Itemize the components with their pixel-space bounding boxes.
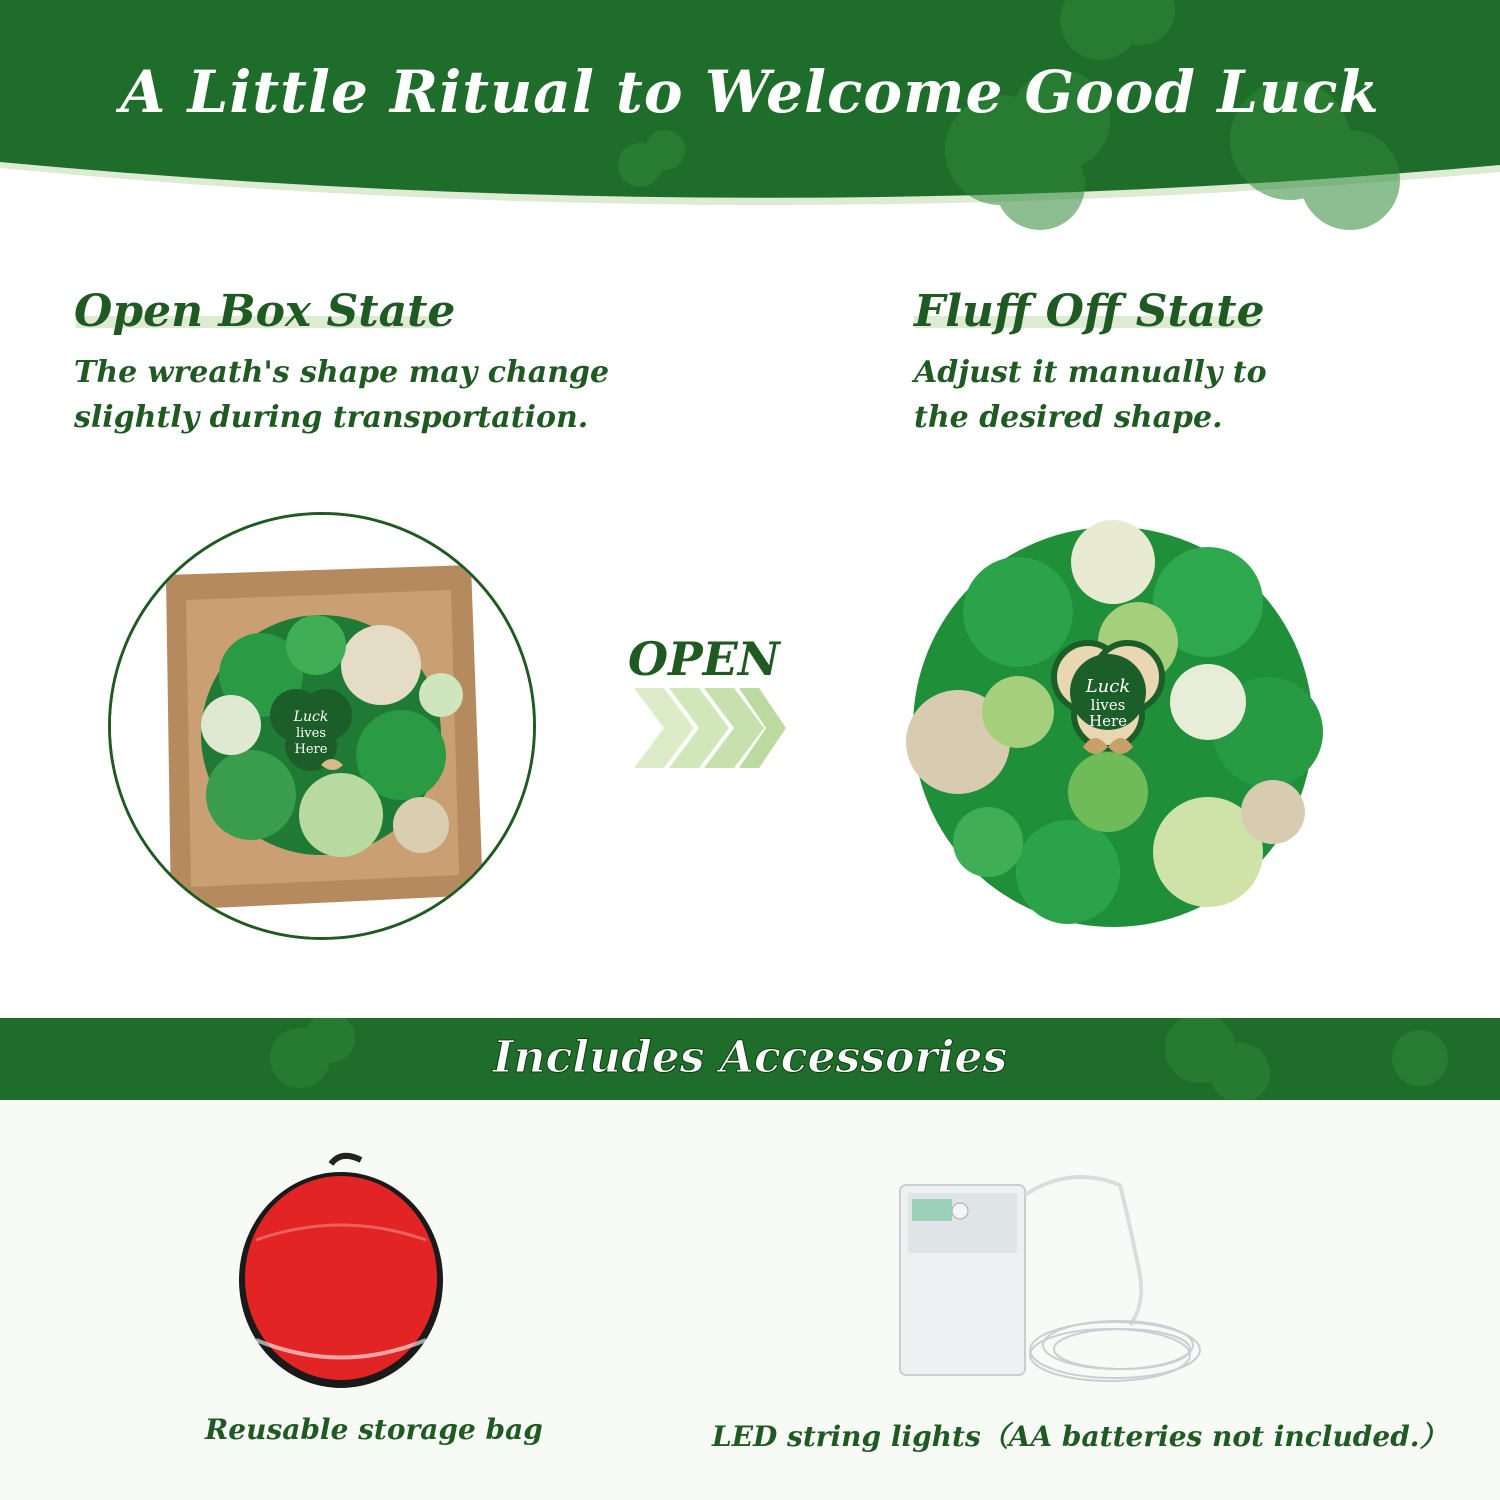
open-box-photo xyxy=(108,512,536,940)
led-lights-illustration xyxy=(890,1165,1220,1395)
open-box-desc-line2: slightly during transportation. xyxy=(74,400,589,435)
box-sign-line3: Here xyxy=(294,742,328,757)
fluff-off-desc-line2: the desired shape. xyxy=(914,400,1223,435)
box-sign-line2: lives xyxy=(295,726,327,741)
main-title: A Little Ritual to Welcome Good Luck xyxy=(120,58,1380,126)
chevron-arrow-icon xyxy=(634,688,794,768)
wreath-sign-line3: Here xyxy=(1088,712,1128,730)
open-box-desc-line1: The wreath's shape may change xyxy=(74,355,610,390)
open-box-title: Open Box State xyxy=(74,286,456,337)
accessories-banner xyxy=(0,1018,1500,1100)
storage-bag-illustration xyxy=(236,1150,446,1390)
top-banner xyxy=(0,0,1500,230)
wreath-sign-line2: lives xyxy=(1090,696,1126,714)
wreath-in-box-illustration xyxy=(111,515,533,937)
fluffed-wreath-illustration xyxy=(878,492,1348,962)
open-label: OPEN xyxy=(628,632,780,686)
box-sign-line1: Luck xyxy=(293,709,329,725)
fluff-off-desc-line1: Adjust it manually to xyxy=(914,355,1267,390)
fluff-off-title: Fluff Off State xyxy=(914,286,1265,337)
led-lights-caption: LED string lights（AA batteries not included.） xyxy=(712,1420,1448,1453)
wreath-sign-line1: Luck xyxy=(1085,676,1131,697)
accessories-title: Includes Accessories xyxy=(492,1032,1008,1083)
storage-bag-caption: Reusable storage bag xyxy=(205,1413,543,1446)
